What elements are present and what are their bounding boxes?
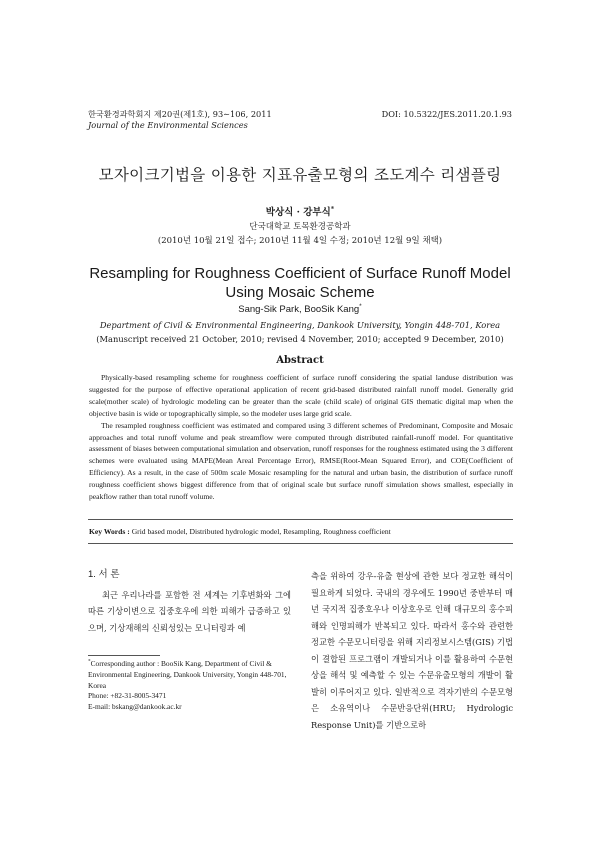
divider — [88, 543, 513, 544]
abstract — [89, 372, 513, 503]
body-paragraph: 최근 우리나라를 포함한 전 세계는 기후변화와 그에 따른 기상이변으로 집중호우에 의한 피해가 급증하고 있으며, 기상재해의 신뢰성있는 모니터링과 예 — [88, 590, 291, 633]
title-english — [60, 264, 540, 302]
title-korean: 모자이크기법을 이용한 지표유출모형의 조도계수 리샘플링 — [98, 166, 502, 184]
dates-korean: (2010년 10월 21일 접수; 2010년 11월 4일 수정; 2010년 12월 9일 채택) — [157, 236, 443, 246]
affiliation-korean: 단국대학교 토목환경공학과 — [249, 222, 351, 232]
abstract-paragraph: Physically-based resampling scheme for roughness coefficient of surface runoff considering the spatial landuse distribution was suggested for the purpose of effective operational application of recent grid-based distributed rainfall runoff model. Generally grid scale(mother scale) of hydrologic modeling can be greater than the scale (child scale) of original GIS thematic digital map when the objective basin is wide or topographically simple, so the modeler uses large grid scale. — [89, 373, 513, 418]
body-text-left — [88, 587, 291, 636]
dates-english: (Manuscript received 21 October, 2010; revised 4 November, 2010; accepted 9 December, 2010) — [96, 334, 504, 344]
keywords — [89, 527, 391, 536]
title-english-line2: Using Mosaic Scheme — [225, 284, 375, 301]
authors-english-names: Sang-Sik Park, BooSik Kang — [238, 304, 360, 315]
abstract-paragraph: The resampled roughness coefficient was estimated and compared using 3 different schemes of Predominant, Composite and Mosaic approaches and total runoff volume and peak streamflow were computed through distributed rainfall-runoff model. For quantitative assessment of biases between computational simulation and observation, runoff responses for the roughness estimated using the 3 different schemes were evaluated using MAPE(Mean Areal Percentage Error), RMSE(Root-Mean Squared Error), and COE(Coefficient of Efficiency). As a result, in the case of 500m scale Mosaic resampling for the natural and urban basin, the distribution of surface runoff roughness coefficient shows biggest difference from that of original scale but surface runoff simulation shows smallest, especially in peakflow rather than total runoff volume. — [89, 420, 513, 502]
divider — [88, 519, 513, 520]
keywords-list: Grid based model, Distributed hydrologic model, Resampling, Roughness coefficient — [131, 527, 391, 536]
corresponding-mark: * — [359, 302, 362, 310]
doi: DOI: 10.5322/JES.2011.20.1.93 — [381, 109, 512, 119]
body-paragraph: 측을 위하여 강우-유출 현상에 관한 보다 정교한 해석이 필요하게 되었다. 국내의 경우에도 1990년 중반부터 매년 국지적 집중호우나 이상호우로 인해 대규모의 홍수피해와 인명피해가 반복되고 있다. 따라서 홍수와 관련한 정교한 수문모니터링을 위해 지리정보시스템(GIS) 기법이 결합된 프로그램이 개발되거나 이를 활용하여 수문현상을 해석 및 예측할 수 있는 수문유출모형의 개발이 활발히 이루어지고 있다. 일반적으로 격자기반의 수문모형은 소유역이나 수문반응단위(HRU; Hydrologic Response Unit)를 기반으로하 — [311, 571, 513, 730]
journal-citation — [88, 109, 388, 131]
title-english-line1: Resampling for Roughness Coefficient of Surface Runoff Model — [89, 265, 511, 282]
corresponding-mark: * — [330, 204, 335, 213]
authors-english — [0, 304, 600, 315]
journal-name-en: Journal of the Environmental Sciences — [88, 120, 248, 130]
affiliation-english: Department of Civil & Environmental Engineering, Dankook University, Yongin 448-701, Korea — [99, 320, 501, 330]
footnote-divider — [88, 655, 160, 656]
body-text-right — [311, 568, 513, 733]
footnote-email: E-mail: bskang@dankook.ac.kr — [88, 702, 182, 712]
footnote-phone: Phone: +82-31-8005-3471 — [88, 691, 167, 701]
authors-korean — [0, 204, 600, 218]
section-heading: 1. 서 론 — [88, 569, 120, 580]
footnote — [88, 659, 293, 713]
footnote-author-text: Corresponding author : BooSik Kang, Department of Civil & Environmental Engineering, Dankook University, Yongin 448-701, Korea — [88, 659, 287, 690]
footnote-author — [88, 659, 293, 691]
abstract-heading: Abstract — [276, 355, 324, 366]
journal-citation-ko: 한국환경과학회지 제20권(제1호), 93∼106, 2011 — [88, 109, 272, 119]
keywords-label: Key Words : — [89, 527, 132, 536]
authors-korean-names: 박상식 · 강부식 — [265, 207, 331, 218]
footnote-mark: * — [88, 658, 91, 665]
